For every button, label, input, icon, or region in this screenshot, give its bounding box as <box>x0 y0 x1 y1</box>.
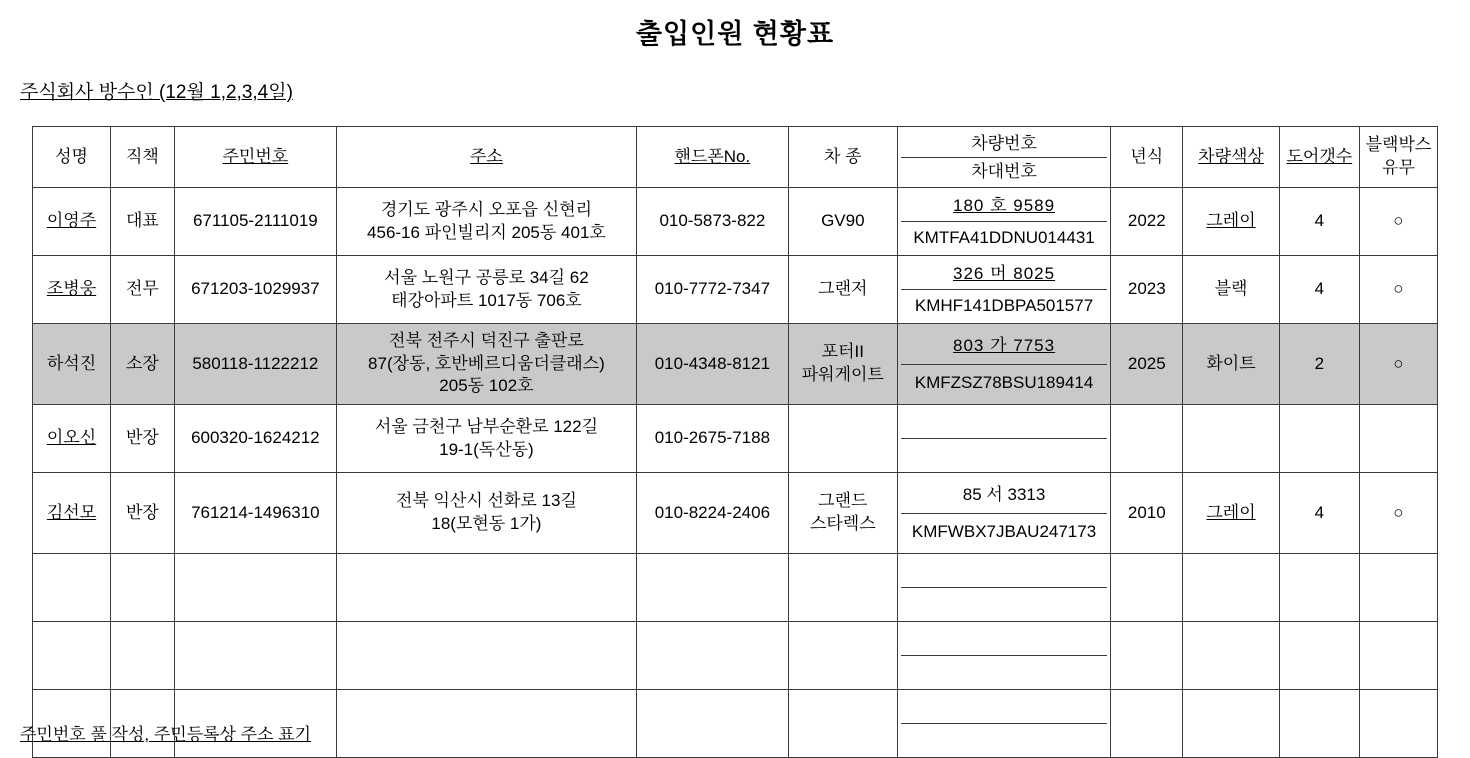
header-jumin-label: 주민번호 <box>222 146 289 166</box>
cell-address-line3: 205동 102호 <box>439 376 534 396</box>
cell-name <box>33 622 111 690</box>
cell-name <box>33 188 111 256</box>
cell-color <box>1183 473 1280 554</box>
cell-blackbox <box>1359 405 1437 473</box>
header-address-label: 주소 <box>470 146 503 166</box>
cell-role: 소장 <box>111 324 175 405</box>
cell-address <box>336 324 636 405</box>
header-year: 년식 <box>1111 127 1183 188</box>
cell-color-text: 그레이 <box>1206 211 1256 231</box>
cell-phone: 010-7772-7347 <box>636 256 788 324</box>
cell-name <box>33 405 111 473</box>
header-color-label: 차량색상 <box>1198 146 1264 166</box>
cell-color <box>1183 690 1280 758</box>
cell-color: 화이트 <box>1183 324 1280 405</box>
cell-role: 대표 <box>111 188 175 256</box>
cell-doors <box>1279 554 1359 622</box>
cell-plate <box>901 692 1108 724</box>
cell-car-number-group <box>897 188 1111 256</box>
page-title: 출입인원 현황표 <box>635 19 835 49</box>
footnote-area <box>0 712 311 745</box>
cell-jumin: 671203-1029937 <box>174 256 336 324</box>
cell-plate-text: 180 호 9589 <box>953 196 1056 215</box>
header-phone <box>636 127 788 188</box>
cell-plate <box>901 624 1108 656</box>
cell-phone <box>636 622 788 690</box>
cell-vin: KMFWBX7JBAU247173 <box>911 521 1097 541</box>
cell-address-line1: 전북 익산시 선화로 13길 <box>395 491 577 511</box>
table-row[interactable] <box>33 256 1438 324</box>
cell-address-line2: 456-16 파인빌리지 205동 401호 <box>367 222 606 242</box>
cell-address <box>336 188 636 256</box>
table-row[interactable] <box>33 554 1438 622</box>
cell-doors: 2 <box>1279 324 1359 405</box>
cell-address <box>336 405 636 473</box>
cell-car-number-group <box>897 405 1111 473</box>
cell-year: 2010 <box>1111 473 1183 554</box>
cell-jumin: 600320-1624212 <box>174 405 336 473</box>
cell-name-text: 조병웅 <box>46 279 97 299</box>
cell-address <box>336 622 636 690</box>
cell-name <box>33 473 111 554</box>
cell-role <box>111 622 175 690</box>
cell-name-text: 이영주 <box>46 211 97 231</box>
cell-blackbox: ○ <box>1359 324 1437 405</box>
header-car-number: 차량번호 <box>901 130 1108 158</box>
cell-car-type: 그랜저 <box>788 256 897 324</box>
cell-phone: 010-4348-8121 <box>636 324 788 405</box>
footnote-text: 주민번호 풀 작성, 주민등록상 주소 표기 <box>20 725 312 744</box>
cell-color: 블랙 <box>1183 256 1280 324</box>
cell-blackbox: ○ <box>1359 473 1437 554</box>
cell-blackbox <box>1359 622 1437 690</box>
cell-color-text: 그레이 <box>1206 502 1256 522</box>
cell-plate-text: 326 머 8025 <box>953 264 1056 283</box>
cell-address <box>336 690 636 758</box>
table-row[interactable] <box>33 405 1438 473</box>
cell-color <box>1183 405 1280 473</box>
cell-vin: KMHF141DBPA501577 <box>914 296 1094 315</box>
cell-address-line1: 서울 노원구 공릉로 34길 62 <box>384 267 589 287</box>
cell-blackbox <box>1359 554 1437 622</box>
cell-year: 2022 <box>1111 188 1183 256</box>
document-page <box>0 12 1470 758</box>
cell-plate <box>901 190 1108 222</box>
cell-car-number-group <box>897 554 1111 622</box>
cell-vin <box>901 656 1108 687</box>
cell-car-number-group <box>897 622 1111 690</box>
cell-name <box>33 256 111 324</box>
header-blackbox: 블랙박스 유무 <box>1359 127 1437 188</box>
cell-address <box>336 256 636 324</box>
header-jumin <box>174 127 336 188</box>
cell-phone: 010-2675-7188 <box>636 405 788 473</box>
cell-jumin: 761214-1496310 <box>174 473 336 554</box>
cell-address-line1: 서울 금천구 남부순환로 122길 <box>374 416 599 436</box>
cell-car-type <box>788 554 897 622</box>
cell-role: 반장 <box>111 473 175 554</box>
cell-blackbox: ○ <box>1359 256 1437 324</box>
cell-doors: 4 <box>1279 473 1359 554</box>
cell-car-type <box>788 405 897 473</box>
cell-role: 전무 <box>111 256 175 324</box>
cell-year: 2025 <box>1111 324 1183 405</box>
cell-color <box>1183 188 1280 256</box>
cell-car-type: 그랜드 스타렉스 <box>788 473 897 554</box>
cell-doors: 4 <box>1279 256 1359 324</box>
table-header-row <box>33 127 1438 188</box>
cell-address-line1: 전북 전주시 덕진구 출판로 <box>389 330 584 350</box>
cell-blackbox <box>1359 690 1437 758</box>
cell-year <box>1111 690 1183 758</box>
cell-address-line2: 18(모현동 1가) <box>431 514 542 533</box>
cell-car-number-group <box>897 324 1111 405</box>
cell-color <box>1183 554 1280 622</box>
cell-address-line2: 태강아파트 1017동 706호 <box>391 290 582 310</box>
cell-jumin: 580118-1122212 <box>174 324 336 405</box>
header-name: 성명 <box>33 127 111 188</box>
cell-phone <box>636 690 788 758</box>
cell-car-number-group <box>897 256 1111 324</box>
cell-doors <box>1279 690 1359 758</box>
header-address <box>336 127 636 188</box>
header-doors <box>1279 127 1359 188</box>
cell-jumin: 671105-2111019 <box>174 188 336 256</box>
cell-name-text: 김선모 <box>46 502 97 522</box>
cell-name-text: 이오신 <box>46 428 97 448</box>
cell-vin <box>901 588 1108 619</box>
cell-address-line1: 경기도 광주시 오포읍 신현리 <box>380 199 593 219</box>
header-car-type: 차 종 <box>788 127 897 188</box>
cell-address-line2: 87(장동, 호반베르디움더클래스) <box>368 353 605 373</box>
cell-address <box>336 473 636 554</box>
cell-plate <box>901 556 1108 588</box>
table-row[interactable] <box>33 473 1438 554</box>
cell-vin: KMTFA41DDNU014431 <box>913 228 1095 247</box>
table-row[interactable] <box>33 324 1438 405</box>
header-role: 직책 <box>111 127 175 188</box>
cell-plate <box>901 328 1108 365</box>
cell-role <box>111 554 175 622</box>
header-car-number-group <box>897 127 1111 188</box>
cell-year <box>1111 405 1183 473</box>
header-phone-label: 핸드폰No. <box>674 146 751 166</box>
cell-phone <box>636 554 788 622</box>
cell-name: 하석진 <box>33 324 111 405</box>
cell-plate-text: 803 가 7753 <box>953 335 1056 355</box>
cell-name <box>33 554 111 622</box>
cell-blackbox: ○ <box>1359 188 1437 256</box>
table-row[interactable] <box>33 188 1438 256</box>
cell-doors <box>1279 405 1359 473</box>
subtitle-text: 주식회사 방수인 (12월 1,2,3,4일) <box>20 82 293 103</box>
cell-address <box>336 554 636 622</box>
cell-year: 2023 <box>1111 256 1183 324</box>
cell-car-type <box>788 622 897 690</box>
cell-vin: KMFZSZ78BSU189414 <box>914 372 1094 392</box>
entry-personnel-table <box>32 126 1438 758</box>
cell-address-line2: 19-1(독산동) <box>439 439 534 459</box>
cell-phone: 010-5873-822 <box>636 188 788 256</box>
cell-plate: 85 서 3313 <box>901 477 1108 514</box>
header-color <box>1183 127 1280 188</box>
cell-car-type: 포터II 파워게이트 <box>788 324 897 405</box>
cell-jumin <box>174 622 336 690</box>
cell-role: 반장 <box>111 405 175 473</box>
table-row[interactable] <box>33 622 1438 690</box>
cell-doors: 4 <box>1279 188 1359 256</box>
cell-phone: 010-8224-2406 <box>636 473 788 554</box>
cell-plate <box>901 407 1108 439</box>
cell-vin <box>901 439 1108 470</box>
cell-car-type <box>788 690 897 758</box>
cell-jumin <box>174 554 336 622</box>
cell-car-number-group <box>897 690 1111 758</box>
cell-plate <box>901 258 1108 290</box>
header-vin-number: 차대번호 <box>971 161 1037 181</box>
cell-car-number-group <box>897 473 1111 554</box>
cell-year <box>1111 554 1183 622</box>
cell-car-type: GV90 <box>788 188 897 256</box>
cell-vin <box>901 724 1108 755</box>
header-doors-label: 도어갯수 <box>1286 146 1353 166</box>
document-subtitle <box>20 77 1470 104</box>
cell-year <box>1111 622 1183 690</box>
cell-doors <box>1279 622 1359 690</box>
cell-color <box>1183 622 1280 690</box>
